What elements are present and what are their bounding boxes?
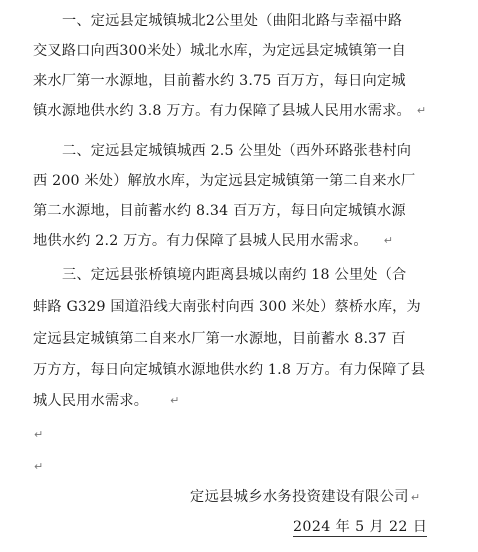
paragraph-mark-icon: ↵	[170, 394, 180, 407]
document-date: 2024 年 5 月 22 日	[293, 519, 428, 535]
paragraph-mark-icon: ↵	[416, 104, 427, 117]
company-signature: 定远县城乡水务投资建设有限公司 ↵	[190, 489, 421, 505]
paragraph-2-line-4: 地供水约 2.2 万方。有力保障了县城人民用水需求。 ↵	[33, 233, 394, 249]
paragraph-mark-icon: ↵	[34, 428, 44, 441]
paragraph-3-line-3: 定远县定城镇第二自来水厂第一水源地，目前蓄水 8.37 百	[33, 331, 406, 347]
paragraph-1-line-4: 镇水源地供水约 3.8 万方。有力保障了县城人民用水需求。 ↵	[33, 103, 427, 119]
paragraph-1-line-3: 来水厂第一水源地，目前蓄水约 3.75 百万方，每日向定城	[33, 73, 406, 89]
paragraph-mark-icon: ↵	[383, 234, 394, 247]
paragraph-3-line-1: 三、定远县张桥镇境内距离县城以南约 18 公里处（合	[62, 267, 407, 283]
paragraph-3-line-5: 城人民用水需求。 ↵	[33, 393, 180, 409]
paragraph-2-line-2: 西 200 米处）解放水库，为定远县定城镇第一第二自来水厂	[33, 173, 416, 189]
paragraph-1-line-1: 一、定远县定城镇城北2公里处（曲阳北路与幸福中路	[62, 13, 403, 29]
paragraph-3-line-4: 万方方，每日向定城镇水源地供水约 1.8 万方。有力保障了县	[33, 362, 426, 378]
paragraph-3-line-2: 蚌路 G329 国道沿线大南张村向西 300 米处）蔡桥水库，为	[33, 299, 421, 315]
paragraph-mark-icon: ↵	[34, 460, 44, 473]
paragraph-2-line-1: 二、定远县定城镇城西 2.5 公里处（西外环路张巷村向	[62, 143, 412, 159]
paragraph-mark-icon: ↵	[410, 490, 421, 504]
paragraph-1-line-2: 交叉路口向西300米处）城北水库，为定远县定城镇第一自	[33, 43, 406, 59]
paragraph-2-line-3: 第二水源地，目前蓄水约 8.34 百万方，每日向定城镇水源	[33, 203, 406, 219]
